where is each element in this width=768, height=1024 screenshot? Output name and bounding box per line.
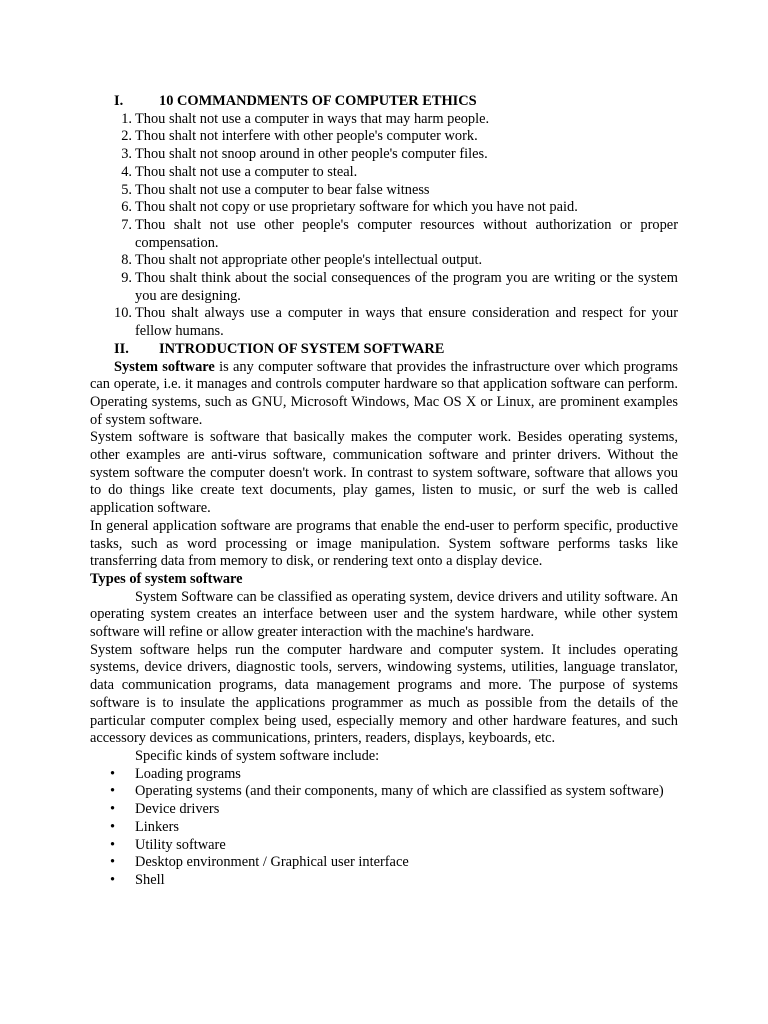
list-item: • Operating systems (and their components, many of which are classified as system software) — [110, 783, 664, 800]
defined-term: System software — [114, 358, 215, 375]
bullet-icon: • — [110, 818, 116, 835]
list-item: 5. Thou shalt not use a computer to bear false witness — [121, 181, 430, 198]
paragraph: In general application software are programs that enable the end-user to perform specific, productive tasks, such as word processing or image manipulation. System software performs tasks like transferring data from memory to disk, or rendering text onto a display device. — [90, 517, 678, 570]
paragraph: System software helps run the computer hardware and computer system. It includes operating systems, device drivers, diagnostic tools, servers, windowing systems, utilities, language translator, data communication programs, data management programs and more. The purpose of systems software is to insulate the applications programmer as much as possible from the details of the particular computer complex being used, especially memory and other hardware features, and such accessory devices as communications, printers, readers, displays, keyboards, etc. — [90, 641, 678, 747]
list-item: 10. Thou shalt always use a computer in ways that ensure consideration and respect for your fellow humans. — [114, 305, 678, 340]
list-item: 7. Thou shalt not use other people's computer resources without authorization or proper compensation. — [121, 216, 678, 251]
section-number: I. — [114, 93, 124, 109]
system-software-kinds-list — [90, 766, 678, 890]
paragraph: System Software can be classified as operating system, device drivers and utility software. An operating system creates an interface between user and the system hardware, while other system software will refine or allow greater interaction with the machine's hardware. — [90, 588, 678, 641]
bullet-icon: • — [110, 765, 116, 782]
list-item: 4. Thou shalt not use a computer to steal. — [121, 163, 358, 180]
list-item: • Linkers — [110, 818, 179, 835]
list-item: • Utility software — [110, 836, 226, 853]
bullet-icon: • — [110, 836, 116, 853]
bullet-icon: • — [110, 871, 116, 888]
list-item: • Shell — [110, 871, 165, 888]
list-item: 8. Thou shalt not appropriate other people's intellectual output. — [121, 252, 483, 269]
bullet-icon: • — [110, 783, 116, 800]
paragraph: System software is any computer software that provides the infrastructure over which programs can operate, i.e. it manages and controls computer hardware so that application software can perform. Operating systems, such as GNU, Microsoft Windows, Mac OS X or Linux, are prominent examples of system software. — [90, 358, 678, 428]
section-number: II. — [114, 340, 129, 357]
section-heading-commandments — [114, 93, 678, 111]
commandments-list — [90, 111, 678, 341]
list-item: 2. Thou shalt not interfere with other people's computer work. — [121, 128, 478, 145]
bullet-icon: • — [110, 801, 116, 818]
subheading: Types of system software — [90, 570, 243, 587]
paragraph: System software is software that basically makes the computer work. Besides operating systems, other examples are anti-virus software, communication software and printer drivers. Without the system software the computer doesn't work. In contrast to system software, software that allows you to do things like create text documents, play games, listen to music, or surf the web is called application software. — [90, 429, 678, 517]
document-body — [90, 93, 678, 890]
list-intro: Specific kinds of system software include: — [135, 747, 380, 764]
list-item: 6. Thou shalt not copy or use proprietary software for which you have not paid. — [121, 199, 578, 216]
section-title: 10 COMMANDMENTS OF COMPUTER ETHICS — [159, 93, 477, 109]
list-item: • Device drivers — [110, 801, 220, 818]
section-title: INTRODUCTION OF SYSTEM SOFTWARE — [159, 340, 445, 357]
section-heading-system-software — [114, 341, 678, 359]
bullet-icon: • — [110, 854, 116, 871]
list-item: • Desktop environment / Graphical user interface — [110, 854, 409, 871]
list-item: 1. Thou shalt not use a computer in ways that may harm people. — [121, 110, 490, 127]
list-item: 9. Thou shalt think about the social consequences of the program you are writing or the system you are designing. — [121, 270, 678, 304]
list-item: • Loading programs — [110, 765, 241, 782]
list-item: 3. Thou shalt not snoop around in other people's computer files. — [121, 146, 488, 163]
